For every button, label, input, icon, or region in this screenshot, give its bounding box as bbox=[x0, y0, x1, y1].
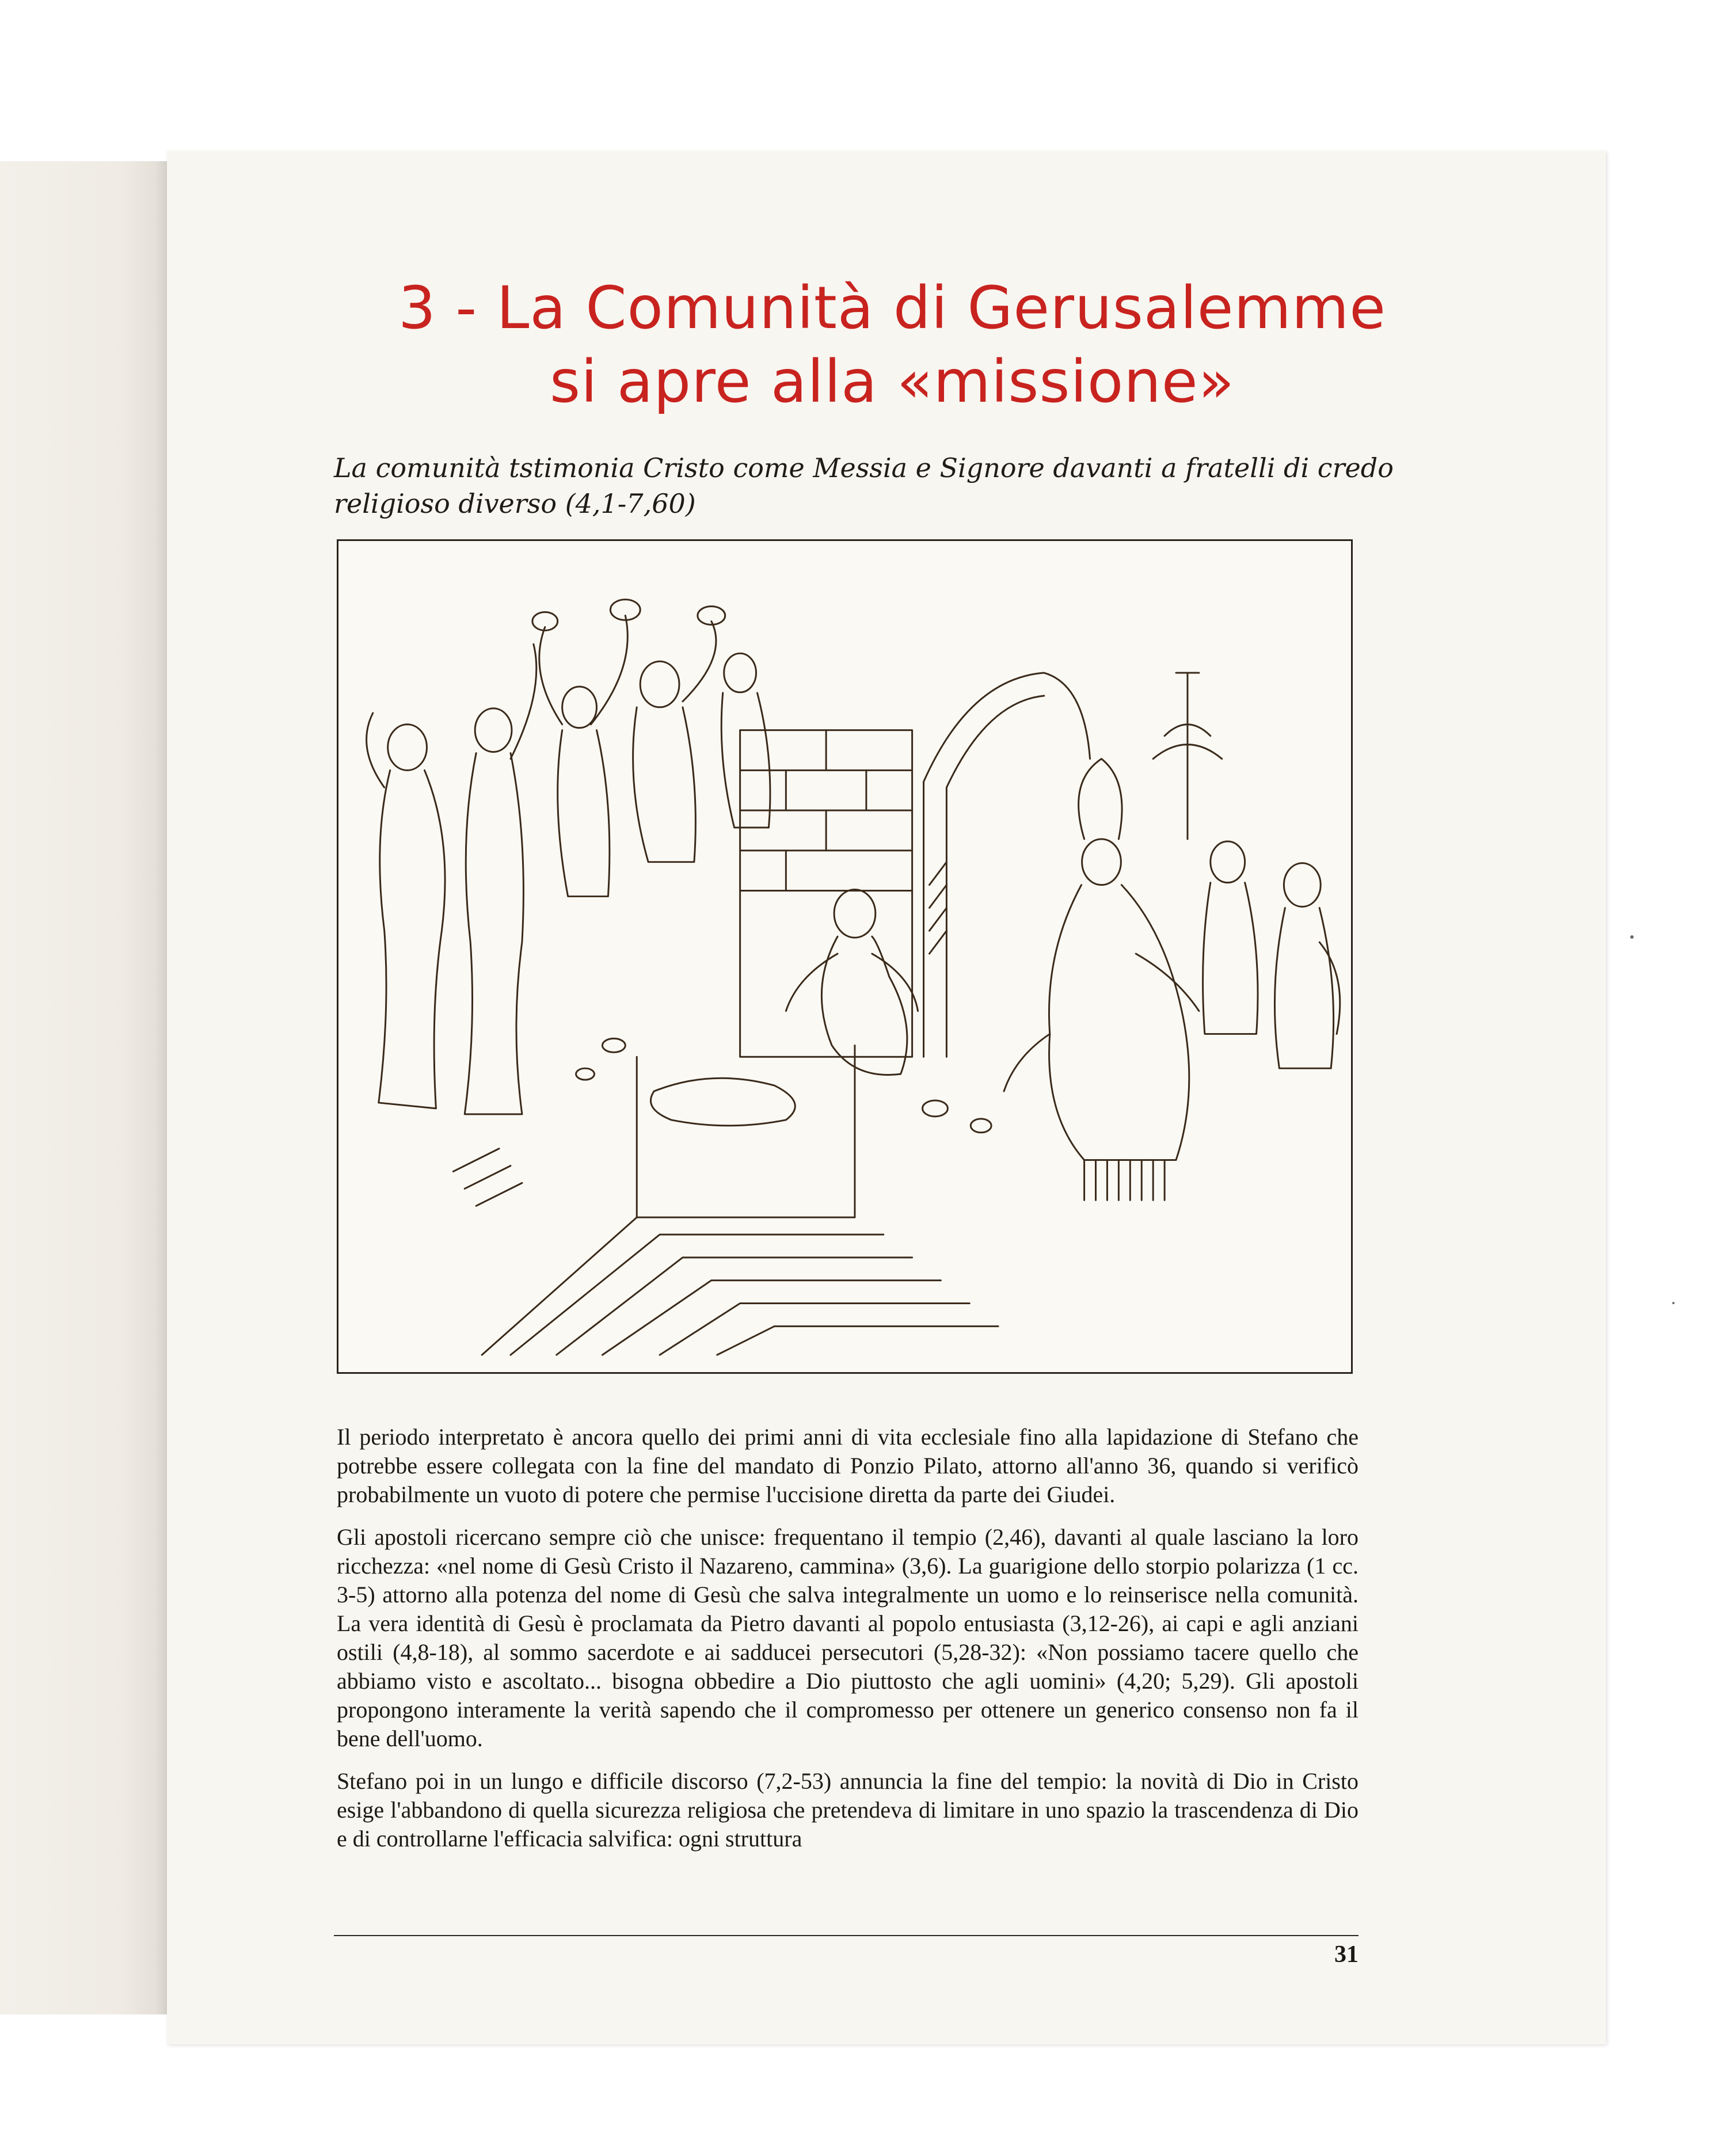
paragraph: Il periodo interpretato è ancora quello dei primi anni di vita ecclesiale fino alla lapidazione di Stefano che potrebbe essere collegata con la fine del mandato di Ponzio Pilato, attorno all'anno 36, quando si verificò probabilmente un vuoto di potere che permise l'uccisione diretta da parte dei Giudei. bbox=[337, 1424, 1359, 1507]
article-body bbox=[337, 1423, 1359, 1867]
title-line-1: 3 - La Comunità di Gerusalemme bbox=[398, 274, 1386, 342]
illustration-drawing bbox=[338, 541, 1351, 1372]
dust-speck bbox=[1630, 935, 1634, 939]
paragraph: Gli apostoli ricercano sempre ciò che unisce: frequentano il tempio (2,46), davanti al quale lasciano la loro ricchezza: «nel nome di Gesù Cristo il Nazareno, cammina» (3,6). La guarigione dello storpio polarizza (1 cc. 3-5) attorno alla potenza del nome di Gesù che salva integralmente un uomo e lo reinserisce nella comunità. La vera identità di Gesù è proclamata da Pietro davanti al popolo entusiasta (3,12-26), ai capi e agli anziani ostili (4,8-18), al sommo sacerdote e ai sadducei persecutori (5,28-32): «Non possiamo tacere quello che abbiamo visto e ascoltato... bisogna obbedire a Dio piuttosto che agli uomini» (4,20; 5,29). Gli apostoli propongono interamente la verità sapendo che il compromesso per ottenere un generico consenso non fa il bene dell'uomo. bbox=[337, 1524, 1359, 1751]
left-page-edge bbox=[0, 161, 176, 2014]
title-line-2: si apre alla «missione» bbox=[549, 348, 1235, 416]
stoning-of-stephen-illustration bbox=[337, 539, 1353, 1374]
dust-speck bbox=[1672, 1302, 1675, 1304]
page-title bbox=[294, 272, 1491, 419]
page-content bbox=[167, 151, 1606, 2044]
section-subtitle: La comunità tstimonia Cristo come Messia e Signore davanti a fratelli di credo religioso diverso (4,1-7,60) bbox=[334, 452, 1394, 519]
page-number: 31 bbox=[1334, 1941, 1359, 1968]
footer-rule bbox=[334, 1935, 1359, 1936]
right-page bbox=[167, 151, 1606, 2044]
paragraph: Stefano poi in un lungo e difficile discorso (7,2-53) annuncia la fine del tempio: la novità di Dio in Cristo esige l'abbandono di quella sicurezza religiosa che pretendeva di limitare in uno spazio la trascendenza di Dio e di controllarne l'efficacia salvifica: ogni struttura bbox=[337, 1768, 1359, 1852]
